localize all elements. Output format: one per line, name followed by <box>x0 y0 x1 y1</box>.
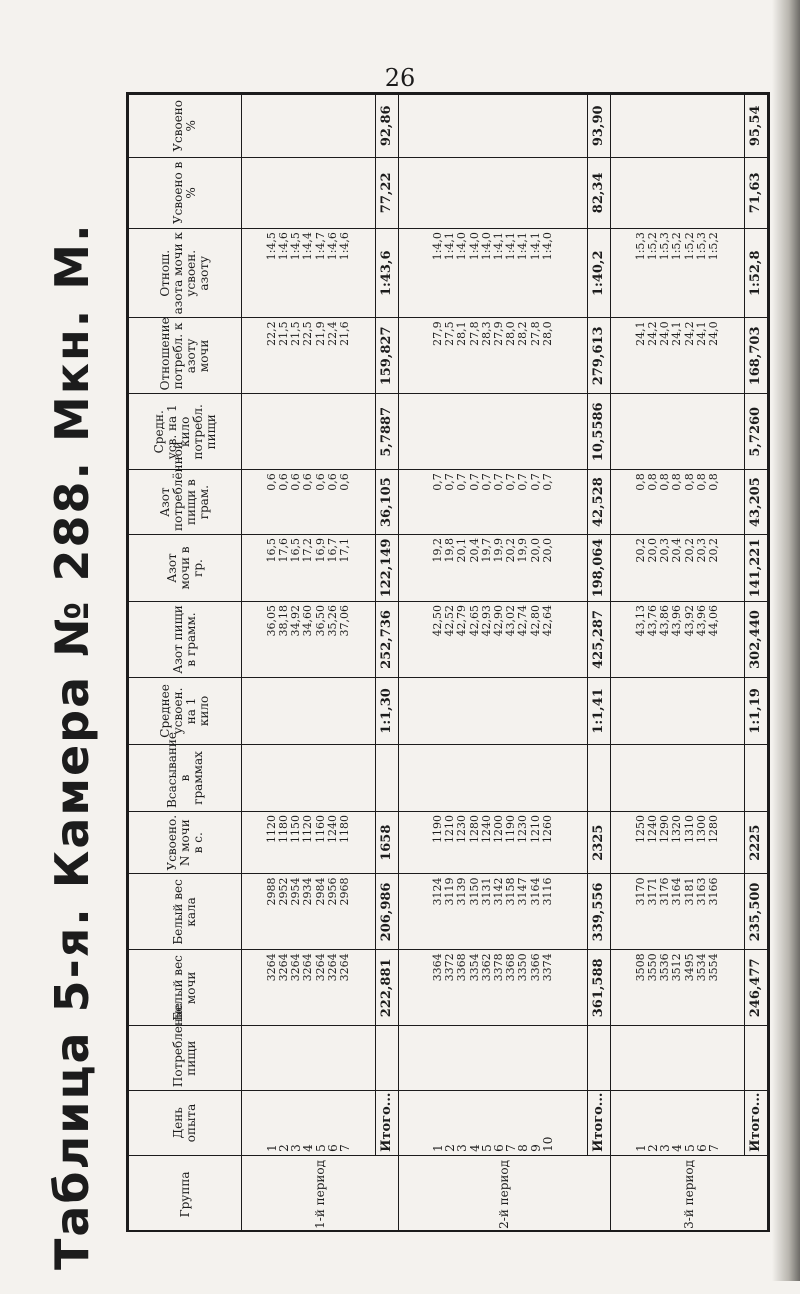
side-title-text: Таблица 5-я. Камера № 288. Мкн. М. <box>45 222 99 1270</box>
group-label: 1-й период <box>242 1155 399 1232</box>
cell-urine-n-g: 16,5 17,6 16,5 17,2 16,9 16,7 17,1 <box>242 535 376 602</box>
total-blank <box>375 744 398 811</box>
total-blank <box>744 744 767 811</box>
cell-urine-w: 3264 3264 3264 3264 3264 3264 3264 <box>242 950 376 1026</box>
column-header: Отнош. азота мочи к усвоен. азоту <box>129 229 242 318</box>
total-food-n: 302,440 <box>744 602 767 678</box>
cell-days: 1 2 3 4 5 6 7 <box>611 1091 745 1156</box>
column-header: Усвоено % <box>129 95 242 158</box>
group-label: 2-й период <box>398 1155 610 1232</box>
total-usv-pct2: 93,90 <box>588 95 611 158</box>
total-urine-n-g: 122,149 <box>375 535 398 602</box>
total-mid: 168,703 <box>744 318 767 394</box>
header-row <box>129 95 242 1233</box>
total-feces-w: 339,556 <box>588 874 611 950</box>
column-header: Группа <box>129 1155 242 1232</box>
total-mid: 279,613 <box>588 318 611 394</box>
cell-absorb-g <box>242 744 376 811</box>
cell-ratio-urine: 1:4,0 1:4,1 1:4,0 1:4,0 1:4,0 1:4,1 1:4,1 1:4,1 1:4,1 1:4,0 <box>398 229 587 318</box>
column-header: Всасывание в граммах <box>129 744 242 811</box>
group-total-row <box>375 95 398 1233</box>
total-food-n-kg: 36,105 <box>375 470 398 535</box>
cell-absorb-g <box>398 744 587 811</box>
cell-urine-w: 3364 3372 3368 3354 3362 3378 3368 3350 3366 3374 <box>398 950 587 1026</box>
cell-absorb-kg <box>611 677 745 744</box>
total-label: Итого... <box>375 1091 398 1156</box>
total-pot-n: 10,5586 <box>588 394 611 470</box>
column-header: Азот потреблённой пищи в грам. <box>129 470 242 535</box>
cell-pot-n <box>242 394 376 470</box>
cell-n-ratio: 22,2 21,5 21,5 22,5 21,9 22,4 21,6 <box>242 318 376 394</box>
cell-ratio-urine: 1:5,3 1:5,2 1:5,3 1:5,2 1:5,2 1:5,3 1:5,2 <box>611 229 745 318</box>
total-urine-w: 246,477 <box>744 950 767 1026</box>
data-table <box>128 94 768 1232</box>
cell-food-n-kg: 0,8 0,8 0,8 0,8 0,8 0,8 0,8 <box>611 470 745 535</box>
cell-absorb-g <box>611 744 745 811</box>
total-food-n-kg: 42,528 <box>588 470 611 535</box>
column-header: Усвоено. N мочи в с. <box>129 811 242 874</box>
cell-food <box>242 1026 376 1091</box>
total-absorb-kg: 1:1,19 <box>744 677 767 744</box>
cell-absorb-kg <box>242 677 376 744</box>
column-header: Потребление пищи <box>129 1026 242 1091</box>
total-usv-pct2: 95,54 <box>744 95 767 158</box>
total-urine-n: 1658 <box>375 811 398 874</box>
cell-usv-pct2 <box>242 95 376 158</box>
cell-feces-w: 3170 3171 3176 3164 3181 3163 3166 <box>611 874 745 950</box>
total-usv-pct: 77,22 <box>375 157 398 228</box>
cell-feces-w: 2988 2952 2954 2934 2984 2956 2968 <box>242 874 376 950</box>
total-blank <box>588 744 611 811</box>
total-ratio-urine: 1:40,2 <box>588 229 611 318</box>
page-edge-shadow <box>772 0 800 1281</box>
total-blank <box>588 1026 611 1091</box>
column-header: День опыта <box>129 1091 242 1156</box>
total-urine-n-g: 198,064 <box>588 535 611 602</box>
column-header: Азот пищи в грамм. <box>129 602 242 678</box>
total-food-n: 425,287 <box>588 602 611 678</box>
cell-ratio-urine: 1:4,5 1:4,6 1:4,5 1:4,4 1:4,7 1:4,6 1:4,6 <box>242 229 376 318</box>
total-urine-n: 2325 <box>588 811 611 874</box>
total-ratio-urine: 1:43,6 <box>375 229 398 318</box>
total-absorb-kg: 1:1,41 <box>588 677 611 744</box>
cell-urine-n: 1120 1180 1150 1120 1160 1240 1180 <box>242 811 376 874</box>
cell-days: 1 2 3 4 5 6 7 8 9 10 <box>398 1091 587 1156</box>
cell-food-n: 42,50 42,52 42,79 42,65 42,93 42,90 43,02 42,74 42,80 42,64 <box>398 602 587 678</box>
total-food-n-kg: 43,205 <box>744 470 767 535</box>
group-label: 3-й период <box>611 1155 768 1232</box>
cell-days: 1 2 3 4 5 6 7 <box>242 1091 376 1156</box>
total-ratio-urine: 1:52,8 <box>744 229 767 318</box>
cell-food <box>398 1026 587 1091</box>
cell-urine-n-g: 19,2 19,8 20,1 20,4 19,7 19,9 20,2 19,9 20,0 20,0 <box>398 535 587 602</box>
group-total-row <box>588 95 611 1233</box>
group-data-row <box>398 95 587 1233</box>
table-side-title <box>0 90 120 1290</box>
data-table-frame <box>126 92 770 1232</box>
total-usv-pct: 71,63 <box>744 157 767 228</box>
cell-usv-pct <box>611 157 745 228</box>
cell-food <box>611 1026 745 1091</box>
cell-urine-w: 3508 3550 3536 3512 3495 3534 3554 <box>611 950 745 1026</box>
total-urine-w: 361,588 <box>588 950 611 1026</box>
total-absorb-kg: 1:1,30 <box>375 677 398 744</box>
total-mid: 159,827 <box>375 318 398 394</box>
total-food-n: 252,736 <box>375 602 398 678</box>
cell-urine-n: 1250 1240 1290 1320 1310 1300 1280 <box>611 811 745 874</box>
total-pot-n: 5,7887 <box>375 394 398 470</box>
total-feces-w: 235,500 <box>744 874 767 950</box>
cell-pot-n <box>611 394 745 470</box>
cell-usv-pct <box>242 157 376 228</box>
column-header: Усвоено в % <box>129 157 242 228</box>
column-header: Белый вес кала <box>129 874 242 950</box>
rotated-table <box>128 94 768 1232</box>
cell-feces-w: 3124 3119 3139 3150 3131 3142 3158 3147 3164 3116 <box>398 874 587 950</box>
column-header: Отношение потребл. к азоту мочи <box>129 318 242 394</box>
total-pot-n: 5,7260 <box>744 394 767 470</box>
total-urine-n-g: 141,221 <box>744 535 767 602</box>
group-data-row <box>242 95 376 1233</box>
column-header: Азот мочи в гр. <box>129 535 242 602</box>
cell-n-ratio: 27,9 27,5 28,1 27,8 28,3 27,9 28,0 28,2 27,8 28,0 <box>398 318 587 394</box>
column-header: Среднее усвоен. на 1 кило <box>129 677 242 744</box>
total-urine-n: 2225 <box>744 811 767 874</box>
cell-absorb-kg <box>398 677 587 744</box>
cell-usv-pct2 <box>611 95 745 158</box>
cell-urine-n-g: 20,2 20,0 20,3 20,4 20,2 20,3 20,2 <box>611 535 745 602</box>
group-total-row <box>744 95 767 1233</box>
total-usv-pct: 82,34 <box>588 157 611 228</box>
total-usv-pct2: 92,86 <box>375 95 398 158</box>
cell-food-n: 43,13 43,76 43,86 43,96 43,92 43,96 44,06 <box>611 602 745 678</box>
total-feces-w: 206,986 <box>375 874 398 950</box>
cell-urine-n: 1190 1210 1230 1280 1240 1200 1190 1230 1210 1260 <box>398 811 587 874</box>
cell-pot-n <box>398 394 587 470</box>
total-label: Итого... <box>588 1091 611 1156</box>
total-urine-w: 222,881 <box>375 950 398 1026</box>
column-header: Средн. усв. на 1 кило потребл. пищи <box>129 394 242 470</box>
total-label: Итого... <box>744 1091 767 1156</box>
cell-food-n-kg: 0,7 0,7 0,7 0,7 0,7 0,7 0,7 0,7 0,7 0,7 <box>398 470 587 535</box>
cell-usv-pct2 <box>398 95 587 158</box>
column-header: Белый вес мочи <box>129 950 242 1026</box>
cell-n-ratio: 24,1 24,2 24,0 24,1 24,2 24,1 24,0 <box>611 318 745 394</box>
total-blank <box>744 1026 767 1091</box>
cell-usv-pct <box>398 157 587 228</box>
total-blank <box>375 1026 398 1091</box>
group-data-row <box>611 95 745 1233</box>
cell-food-n: 36,05 38,18 34,92 34,60 36,50 35,26 37,06 <box>242 602 376 678</box>
cell-food-n-kg: 0,6 0,6 0,6 0,6 0,6 0,6 0,6 <box>242 470 376 535</box>
page-number: 26 <box>384 64 416 92</box>
